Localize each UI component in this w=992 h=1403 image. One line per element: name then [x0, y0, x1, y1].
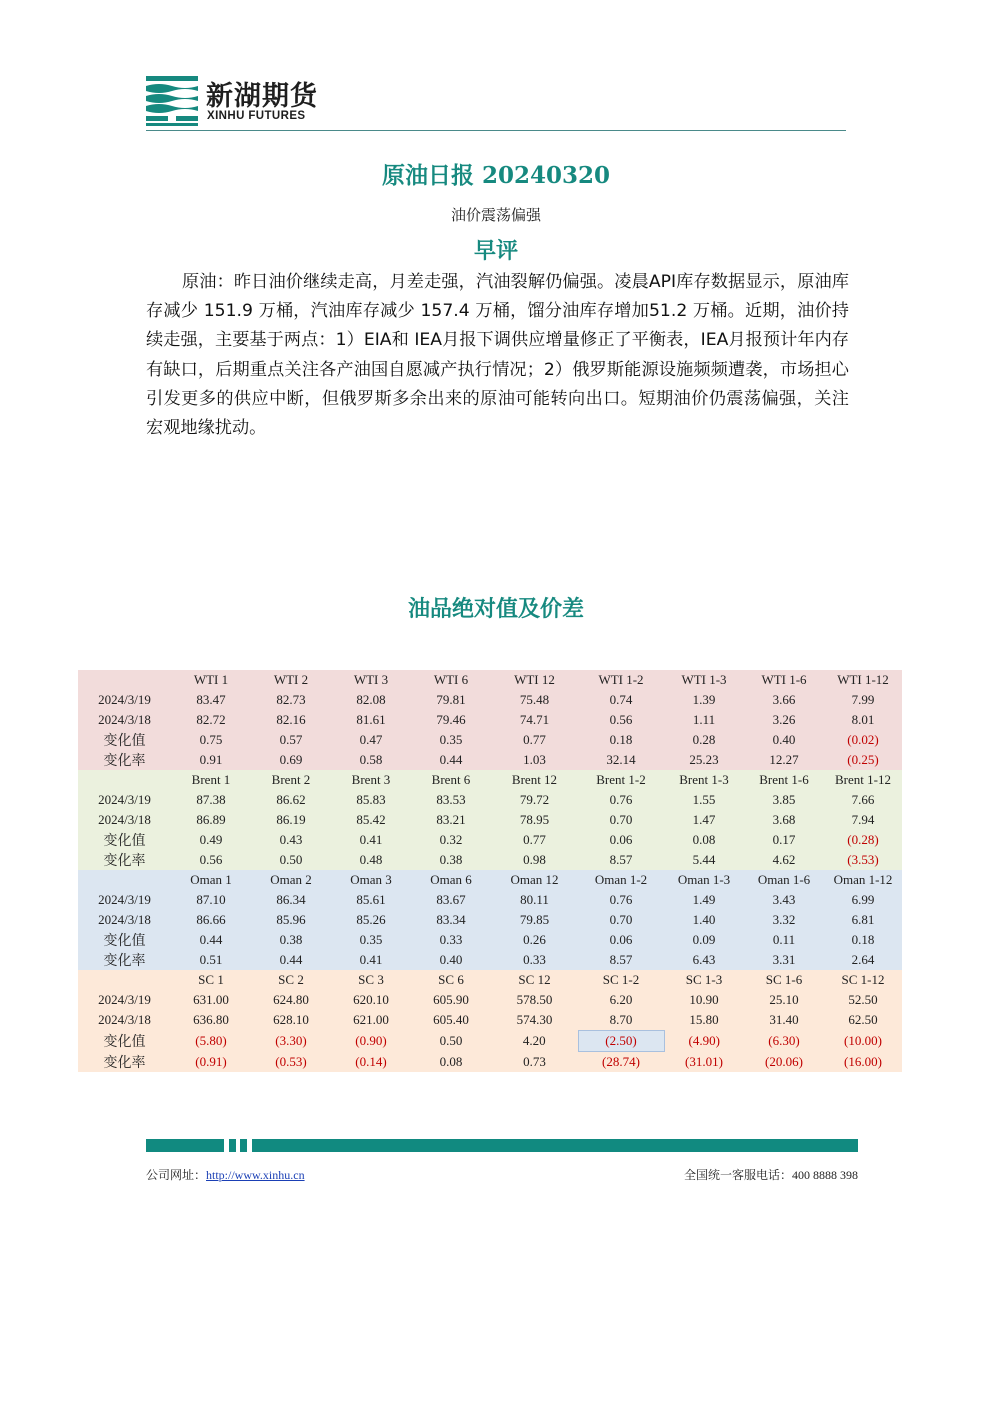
table-cell: 0.33 — [491, 950, 578, 970]
table-cell: 0.76 — [578, 790, 664, 810]
column-header: Brent 1-3 — [664, 770, 744, 790]
table-cell: 62.50 — [824, 1010, 902, 1031]
column-header: Oman 2 — [251, 870, 331, 890]
sc-header-row — [78, 970, 902, 990]
column-header: SC 1-2 — [578, 970, 664, 990]
table-cell: 6.99 — [824, 890, 902, 910]
table-cell: 0.48 — [331, 850, 411, 870]
table-cell: 0.56 — [171, 850, 251, 870]
row-label: 变化率 — [78, 750, 171, 770]
footer-hotline: 全国统一客服电话：400 8888 398 — [683, 1168, 858, 1182]
table-cell: 605.90 — [411, 990, 491, 1010]
table-row — [78, 910, 902, 930]
column-header: Oman 6 — [411, 870, 491, 890]
row-label: 2024/3/18 — [78, 810, 171, 830]
table-row — [78, 990, 902, 1010]
table-cell: 0.41 — [331, 830, 411, 850]
table-cell: 0.50 — [411, 1031, 491, 1052]
table-row — [78, 1031, 902, 1052]
table-cell: 83.67 — [411, 890, 491, 910]
column-header: Brent 1-12 — [824, 770, 902, 790]
table-cell: 6.81 — [824, 910, 902, 930]
table-row — [78, 1010, 902, 1031]
table-cell: 75.48 — [491, 690, 578, 710]
table-cell: 0.76 — [578, 890, 664, 910]
table-cell: 86.62 — [251, 790, 331, 810]
footer-bar-mid1 — [229, 1139, 236, 1152]
column-header: Brent 1-2 — [578, 770, 664, 790]
row-label: 变化值 — [78, 830, 171, 850]
brand-name-cn: 新湖期货 — [206, 81, 318, 112]
table-cell: 86.34 — [251, 890, 331, 910]
row-label: 2024/3/19 — [78, 990, 171, 1010]
table-cell: (6.30) — [744, 1031, 824, 1052]
table-cell: 79.85 — [491, 910, 578, 930]
website-link[interactable]: http://www.xinhu.cn — [206, 1168, 305, 1182]
column-header: Brent 2 — [251, 770, 331, 790]
table-cell: 86.66 — [171, 910, 251, 930]
table-cell: 3.26 — [744, 710, 824, 730]
table-cell: (0.90) — [331, 1031, 411, 1052]
table-cell: 8.01 — [824, 710, 902, 730]
morning-review-text: 原油：昨日油价继续走高，月差走强，汽油裂解仍偏强。凌晨API库存数据显示，原油库存减少 151.9 万桶，汽油库存减少 157.4 万桶，馏分油库存增加51.2 万桶。近期，油价持续走强，主要基于两点：1）EIA和 IEA月报下调供应增量修正了平衡表，IEA月报预计年内存有缺口，后期重点关注各产油国自愿减产执行情况；2）俄罗斯能源设施频频遭袭，市场担心引发更多的供应中断，但俄罗斯多余出来的原油可能转向出口。短期油价仍震荡偏强，关注宏观地缘扰动。 — [146, 272, 849, 439]
table-cell: 4.20 — [491, 1031, 578, 1052]
xinhu-logo-icon — [146, 76, 198, 126]
column-header: SC 1 — [171, 970, 251, 990]
table-cell: 636.80 — [171, 1010, 251, 1031]
morning-review-heading: 早评 — [473, 239, 518, 264]
table-cell: 7.66 — [824, 790, 902, 810]
table-cell: 6.20 — [578, 990, 664, 1010]
column-header: WTI 1-6 — [744, 670, 824, 690]
table-cell: 0.47 — [331, 730, 411, 750]
table-cell: 628.10 — [251, 1010, 331, 1031]
column-header: Oman 12 — [491, 870, 578, 890]
column-header: SC 12 — [491, 970, 578, 990]
table-cell: 32.14 — [578, 750, 664, 770]
column-header: Brent 1 — [171, 770, 251, 790]
table-cell: 0.11 — [744, 930, 824, 950]
report-subtitle: 油价震荡偏强 — [450, 206, 541, 224]
table-cell: 0.41 — [331, 950, 411, 970]
table-cell: 82.08 — [331, 690, 411, 710]
column-header: SC 2 — [251, 970, 331, 990]
table-corner-cell — [78, 970, 171, 990]
table-cell: 85.96 — [251, 910, 331, 930]
table-row — [78, 730, 902, 750]
table-cell: 85.61 — [331, 890, 411, 910]
table-cell: 4.62 — [744, 850, 824, 870]
table-cell: 85.26 — [331, 910, 411, 930]
row-label: 变化率 — [78, 950, 171, 970]
table-cell: (0.25) — [824, 750, 902, 770]
column-header: WTI 12 — [491, 670, 578, 690]
table-cell: 0.50 — [251, 850, 331, 870]
table-cell: 3.85 — [744, 790, 824, 810]
table-cell: 0.28 — [664, 730, 744, 750]
table-cell: 83.21 — [411, 810, 491, 830]
table-cell: 82.73 — [251, 690, 331, 710]
table-cell: 85.42 — [331, 810, 411, 830]
table-cell: 82.72 — [171, 710, 251, 730]
table-cell: 0.33 — [411, 930, 491, 950]
table-cell: 0.58 — [331, 750, 411, 770]
table-corner-cell — [78, 870, 171, 890]
table-cell: 7.94 — [824, 810, 902, 830]
table-cell: 0.44 — [251, 950, 331, 970]
column-header: SC 1-6 — [744, 970, 824, 990]
table-cell: 86.19 — [251, 810, 331, 830]
table-cell: 0.43 — [251, 830, 331, 850]
table-cell: 0.08 — [411, 1052, 491, 1073]
table-cell: 3.68 — [744, 810, 824, 830]
table-cell: 25.23 — [664, 750, 744, 770]
table-row — [78, 1052, 902, 1073]
table-cell: 8.57 — [578, 850, 664, 870]
table-cell: 0.98 — [491, 850, 578, 870]
table-cell: (0.14) — [331, 1052, 411, 1073]
table-cell: (31.01) — [664, 1052, 744, 1073]
column-header: Oman 3 — [331, 870, 411, 890]
table-cell: 87.10 — [171, 890, 251, 910]
table-cell: 80.11 — [491, 890, 578, 910]
table-cell: 0.70 — [578, 810, 664, 830]
table-cell: (3.53) — [824, 850, 902, 870]
table-cell: (0.91) — [171, 1052, 251, 1073]
table-cell: 1.11 — [664, 710, 744, 730]
table-cell: 0.75 — [171, 730, 251, 750]
table-cell: (0.02) — [824, 730, 902, 750]
table-corner-cell — [78, 770, 171, 790]
table-cell: 0.40 — [411, 950, 491, 970]
table-cell: 0.69 — [251, 750, 331, 770]
footer-bar-left — [146, 1139, 224, 1152]
table-cell: (2.50) — [578, 1031, 664, 1052]
table-cell: 74.71 — [491, 710, 578, 730]
table-cell: 79.81 — [411, 690, 491, 710]
table-cell: 31.40 — [744, 1010, 824, 1031]
table-cell: (5.80) — [171, 1031, 251, 1052]
table-cell: 3.31 — [744, 950, 824, 970]
table-cell: 3.43 — [744, 890, 824, 910]
row-label: 变化率 — [78, 850, 171, 870]
column-header: WTI 1-3 — [664, 670, 744, 690]
table-cell: 0.57 — [251, 730, 331, 750]
table-cell: 578.50 — [491, 990, 578, 1010]
column-header: WTI 6 — [411, 670, 491, 690]
table-cell: 83.34 — [411, 910, 491, 930]
table-cell: 605.40 — [411, 1010, 491, 1031]
table-cell: 83.53 — [411, 790, 491, 810]
table-row — [78, 930, 902, 950]
table-cell: 0.70 — [578, 910, 664, 930]
table-row — [78, 790, 902, 810]
table-cell: 0.51 — [171, 950, 251, 970]
table-cell: 0.38 — [411, 850, 491, 870]
table-cell: 8.57 — [578, 950, 664, 970]
footer-website — [146, 1166, 305, 1183]
footer-bar-mid2 — [240, 1139, 247, 1152]
table-cell: 624.80 — [251, 990, 331, 1010]
table-cell: 10.90 — [664, 990, 744, 1010]
column-header: Oman 1-2 — [578, 870, 664, 890]
table-cell: 1.40 — [664, 910, 744, 930]
table-cell: (20.06) — [744, 1052, 824, 1073]
table-cell: 0.74 — [578, 690, 664, 710]
table-row — [78, 810, 902, 830]
row-label: 2024/3/18 — [78, 1010, 171, 1031]
table-cell: 0.08 — [664, 830, 744, 850]
table-cell: 0.18 — [578, 730, 664, 750]
report-title: 原油日报 20240320 — [381, 162, 611, 189]
column-header: SC 1-3 — [664, 970, 744, 990]
table-cell: 0.17 — [744, 830, 824, 850]
table-cell: (0.28) — [824, 830, 902, 850]
column-header: WTI 1-12 — [824, 670, 902, 690]
table-cell: 12.27 — [744, 750, 824, 770]
table-cell: 3.32 — [744, 910, 824, 930]
column-header: Oman 1-3 — [664, 870, 744, 890]
table-cell: 0.77 — [491, 830, 578, 850]
table-cell: (16.00) — [824, 1052, 902, 1073]
table-row — [78, 690, 902, 710]
table-cell: 0.49 — [171, 830, 251, 850]
table-cell: 1.39 — [664, 690, 744, 710]
table-cell: 1.03 — [491, 750, 578, 770]
column-header: Brent 12 — [491, 770, 578, 790]
brent-header-row — [78, 770, 902, 790]
table-cell: 85.83 — [331, 790, 411, 810]
table-cell: 621.00 — [331, 1010, 411, 1031]
table-cell: 79.46 — [411, 710, 491, 730]
table-cell: 1.55 — [664, 790, 744, 810]
table-cell: 1.49 — [664, 890, 744, 910]
table-cell: 0.32 — [411, 830, 491, 850]
row-label: 2024/3/19 — [78, 890, 171, 910]
column-header: WTI 1 — [171, 670, 251, 690]
table-cell: 82.16 — [251, 710, 331, 730]
table-cell: 87.38 — [171, 790, 251, 810]
column-header: SC 3 — [331, 970, 411, 990]
table-cell: 0.06 — [578, 930, 664, 950]
table-cell: 3.66 — [744, 690, 824, 710]
table-row — [78, 750, 902, 770]
table-corner-cell — [78, 670, 171, 690]
table-cell: 52.50 — [824, 990, 902, 1010]
table-cell: 620.10 — [331, 990, 411, 1010]
table-cell: (28.74) — [578, 1052, 664, 1073]
column-header: Oman 1-6 — [744, 870, 824, 890]
table-cell: 631.00 — [171, 990, 251, 1010]
row-label: 2024/3/19 — [78, 690, 171, 710]
table-cell: 25.10 — [744, 990, 824, 1010]
column-header: SC 1-12 — [824, 970, 902, 990]
table-cell: (0.53) — [251, 1052, 331, 1073]
table-cell: 0.38 — [251, 930, 331, 950]
header-divider — [146, 130, 846, 131]
table-cell: 15.80 — [664, 1010, 744, 1031]
column-header: SC 6 — [411, 970, 491, 990]
table-row — [78, 830, 902, 850]
row-label: 2024/3/18 — [78, 910, 171, 930]
table-cell: 0.26 — [491, 930, 578, 950]
table-cell: 0.40 — [744, 730, 824, 750]
table-cell: 0.06 — [578, 830, 664, 850]
table-cell: 8.70 — [578, 1010, 664, 1031]
table-cell: 7.99 — [824, 690, 902, 710]
footer-website-label: 公司网址： — [146, 1168, 207, 1182]
table-row — [78, 710, 902, 730]
table-cell: 79.72 — [491, 790, 578, 810]
table-cell: 1.47 — [664, 810, 744, 830]
brand-name-en: XINHU FUTURES — [207, 110, 306, 122]
table-cell: (3.30) — [251, 1031, 331, 1052]
row-label: 变化值 — [78, 730, 171, 750]
column-header: WTI 2 — [251, 670, 331, 690]
table-cell: 0.09 — [664, 930, 744, 950]
table-cell: 78.95 — [491, 810, 578, 830]
table-cell: 83.47 — [171, 690, 251, 710]
table-cell: 0.77 — [491, 730, 578, 750]
table-cell: 0.44 — [171, 930, 251, 950]
table-row — [78, 850, 902, 870]
column-header: WTI 1-2 — [578, 670, 664, 690]
price-table-heading: 油品绝对值及价差 — [407, 597, 584, 622]
column-header: Brent 6 — [411, 770, 491, 790]
table-cell: 0.91 — [171, 750, 251, 770]
table-cell: 6.43 — [664, 950, 744, 970]
oil-price-table — [78, 670, 902, 1072]
column-header: WTI 3 — [331, 670, 411, 690]
row-label: 2024/3/18 — [78, 710, 171, 730]
table-cell: (4.90) — [664, 1031, 744, 1052]
table-cell: (10.00) — [824, 1031, 902, 1052]
table-cell: 2.64 — [824, 950, 902, 970]
row-label: 变化率 — [78, 1052, 171, 1073]
table-cell: 574.30 — [491, 1010, 578, 1031]
footer-bar-right — [252, 1139, 858, 1152]
table-cell: 0.56 — [578, 710, 664, 730]
table-cell: 0.73 — [491, 1052, 578, 1073]
table-cell: 86.89 — [171, 810, 251, 830]
column-header: Oman 1 — [171, 870, 251, 890]
column-header: Brent 1-6 — [744, 770, 824, 790]
table-cell: 0.35 — [411, 730, 491, 750]
table-cell: 81.61 — [331, 710, 411, 730]
row-label: 2024/3/19 — [78, 790, 171, 810]
table-cell: 0.18 — [824, 930, 902, 950]
table-cell: 5.44 — [664, 850, 744, 870]
column-header: Brent 3 — [331, 770, 411, 790]
table-row — [78, 890, 902, 910]
table-cell: 0.44 — [411, 750, 491, 770]
row-label: 变化值 — [78, 1031, 171, 1052]
page-header — [146, 72, 846, 132]
row-label: 变化值 — [78, 930, 171, 950]
oman-header-row — [78, 870, 902, 890]
table-row — [78, 950, 902, 970]
wti-header-row — [78, 670, 902, 690]
column-header: Oman 1-12 — [824, 870, 902, 890]
table-cell: 0.35 — [331, 930, 411, 950]
